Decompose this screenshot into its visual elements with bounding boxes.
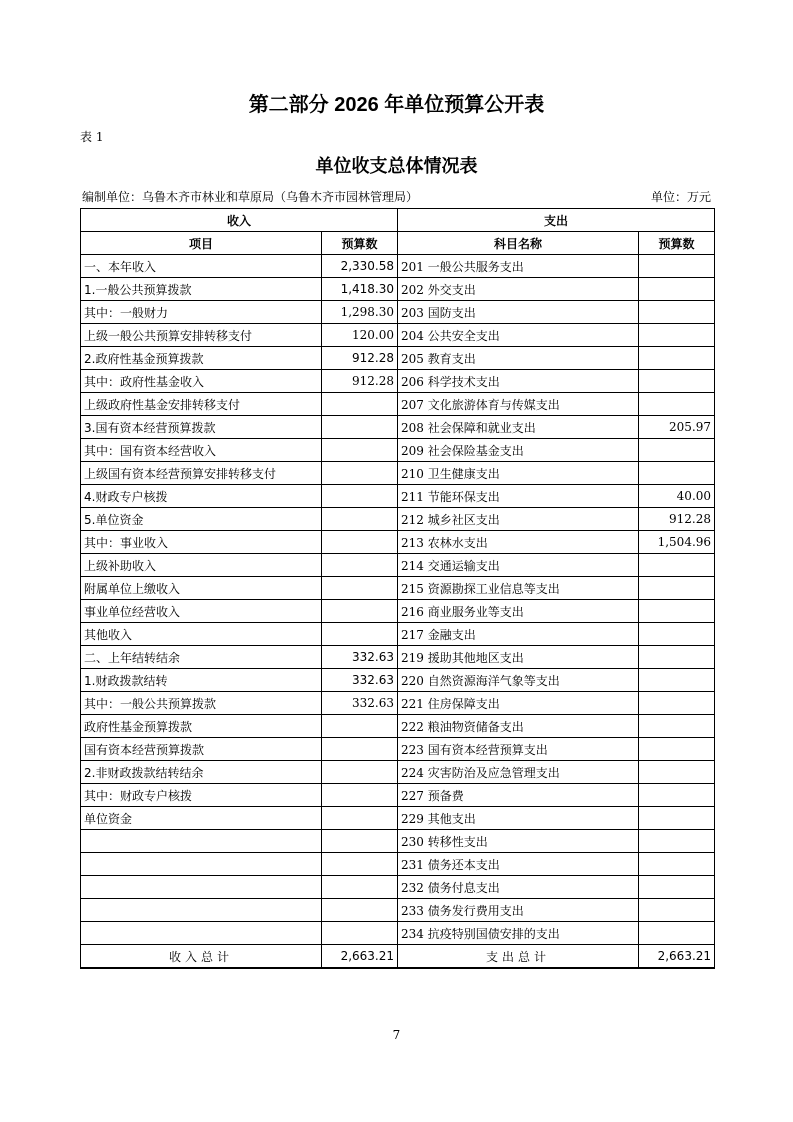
table-row — [81, 301, 715, 324]
expense-subject-label: 212 城乡社区支出 — [398, 508, 639, 531]
table-row — [81, 462, 715, 485]
item-header: 项目 — [81, 232, 322, 255]
expense-subject-label: 229 其他支出 — [398, 807, 639, 830]
income-item-value: 120.00 — [322, 324, 398, 347]
income-item-value: 1,298.30 — [322, 301, 398, 324]
income-item-label: 单位资金 — [81, 807, 322, 830]
income-item-label: 其中：国有资本经营收入 — [81, 439, 322, 462]
income-item-value — [322, 600, 398, 623]
table-row — [81, 255, 715, 278]
expense-subject-label: 201 一般公共服务支出 — [398, 255, 639, 278]
expense-subject-label: 204 公共安全支出 — [398, 324, 639, 347]
income-item-label: 一、本年收入 — [81, 255, 322, 278]
income-item-value — [322, 393, 398, 416]
expense-subject-label: 224 灾害防治及应急管理支出 — [398, 761, 639, 784]
table-row — [81, 324, 715, 347]
expense-subject-label: 217 金融支出 — [398, 623, 639, 646]
expense-subject-label: 232 债务付息支出 — [398, 876, 639, 899]
expense-subject-label: 206 科学技术支出 — [398, 370, 639, 393]
income-item-value — [322, 807, 398, 830]
income-item-value: 912.28 — [322, 370, 398, 393]
income-item-value — [322, 577, 398, 600]
income-item-label: 1.一般公共预算拨款 — [81, 278, 322, 301]
income-item-value: 332.63 — [322, 646, 398, 669]
table-body — [81, 255, 715, 945]
income-item-label: 其中：政府性基金收入 — [81, 370, 322, 393]
totals-row — [81, 945, 715, 969]
income-item-value — [322, 623, 398, 646]
currency-unit: 单位：万元 — [650, 190, 711, 204]
income-item-value — [322, 738, 398, 761]
table-row — [81, 876, 715, 899]
expense-subject-label: 227 预备费 — [398, 784, 639, 807]
expense-subject-value — [639, 370, 715, 393]
table-row — [81, 485, 715, 508]
income-item-value: 332.63 — [322, 692, 398, 715]
table-row — [81, 830, 715, 853]
income-item-value: 1,418.30 — [322, 278, 398, 301]
income-item-label: 其中：一般财力 — [81, 301, 322, 324]
expense-group-header: 支出 — [398, 209, 715, 232]
income-item-value — [322, 853, 398, 876]
income-total-label: 收入总计 — [81, 945, 322, 969]
income-item-value: 912.28 — [322, 347, 398, 370]
expense-subject-label: 202 外交支出 — [398, 278, 639, 301]
expense-subject-value — [639, 899, 715, 922]
budget-table — [80, 208, 715, 969]
expense-subject-value — [639, 554, 715, 577]
income-item-label — [81, 853, 322, 876]
table-row — [81, 531, 715, 554]
expense-subject-label: 214 交通运输支出 — [398, 554, 639, 577]
table-row — [81, 807, 715, 830]
expense-subject-value — [639, 669, 715, 692]
expense-subject-label: 222 粮油物资储备支出 — [398, 715, 639, 738]
expense-subject-label: 211 节能环保支出 — [398, 485, 639, 508]
income-item-label: 4.财政专户核拨 — [81, 485, 322, 508]
table-row — [81, 508, 715, 531]
table-row — [81, 554, 715, 577]
expense-subject-value — [639, 830, 715, 853]
table-row — [81, 600, 715, 623]
expense-subject-label: 210 卫生健康支出 — [398, 462, 639, 485]
expense-subject-value — [639, 876, 715, 899]
expense-subject-value — [639, 301, 715, 324]
table-row — [81, 853, 715, 876]
table-row — [81, 416, 715, 439]
expense-subject-value: 205.97 — [639, 416, 715, 439]
page-number: 7 — [392, 1028, 401, 1042]
income-item-label: 3.国有资本经营预算拨款 — [81, 416, 322, 439]
expense-subject-label: 230 转移性支出 — [398, 830, 639, 853]
page-title: 第二部分 2026 年单位预算公开表 — [248, 94, 545, 116]
income-item-value — [322, 784, 398, 807]
expense-subject-label: 231 债务还本支出 — [398, 853, 639, 876]
expense-subject-value: 1,504.96 — [639, 531, 715, 554]
table-row — [81, 738, 715, 761]
income-item-value — [322, 439, 398, 462]
table-row — [81, 393, 715, 416]
table-row — [81, 899, 715, 922]
expense-subject-value — [639, 853, 715, 876]
table-row — [81, 922, 715, 945]
expense-subject-label: 207 文化旅游体育与传媒支出 — [398, 393, 639, 416]
table-row — [81, 669, 715, 692]
table-row — [81, 784, 715, 807]
income-item-value — [322, 830, 398, 853]
expense-subject-label: 234 抗疫特别国债安排的支出 — [398, 922, 639, 945]
expense-subject-value — [639, 738, 715, 761]
expense-subject-value: 912.28 — [639, 508, 715, 531]
expense-subject-value — [639, 784, 715, 807]
expense-total-value: 2,663.21 — [639, 945, 715, 969]
expense-subject-value — [639, 715, 715, 738]
table-row — [81, 347, 715, 370]
expense-subject-value — [639, 393, 715, 416]
income-item-label: 国有资本经营预算拨款 — [81, 738, 322, 761]
income-item-label: 5.单位资金 — [81, 508, 322, 531]
income-item-value — [322, 485, 398, 508]
expense-subject-value — [639, 278, 715, 301]
expense-subject-value — [639, 692, 715, 715]
income-item-label — [81, 876, 322, 899]
expense-subject-label: 220 自然资源海洋气象等支出 — [398, 669, 639, 692]
table-row — [81, 692, 715, 715]
income-item-value — [322, 554, 398, 577]
expense-subject-value — [639, 922, 715, 945]
income-total-value: 2,663.21 — [322, 945, 398, 969]
table-row — [81, 646, 715, 669]
table-row — [81, 577, 715, 600]
income-item-label: 1.财政拨款结转 — [81, 669, 322, 692]
income-item-value — [322, 531, 398, 554]
income-item-label: 2.政府性基金预算拨款 — [81, 347, 322, 370]
expense-subject-value — [639, 577, 715, 600]
expense-subject-value — [639, 324, 715, 347]
income-item-value — [322, 761, 398, 784]
expense-subject-label: 215 资源勘探工业信息等支出 — [398, 577, 639, 600]
income-item-label: 其他收入 — [81, 623, 322, 646]
income-item-value — [322, 876, 398, 899]
table-row — [81, 715, 715, 738]
expense-subject-value — [639, 439, 715, 462]
income-item-value — [322, 899, 398, 922]
expense-budget-header: 预算数 — [639, 232, 715, 255]
income-group-header: 收入 — [81, 209, 398, 232]
expense-subject-label: 219 援助其他地区支出 — [398, 646, 639, 669]
income-budget-header: 预算数 — [322, 232, 398, 255]
income-item-label: 上级补助收入 — [81, 554, 322, 577]
table-number: 表 1 — [80, 130, 104, 144]
table-row — [81, 370, 715, 393]
expense-subject-value — [639, 462, 715, 485]
table-row — [81, 439, 715, 462]
expense-subject-value: 40.00 — [639, 485, 715, 508]
table-row — [81, 761, 715, 784]
income-item-label: 其中：财政专户核拨 — [81, 784, 322, 807]
income-item-label: 上级政府性基金安排转移支付 — [81, 393, 322, 416]
table-title: 单位收支总体情况表 — [315, 156, 478, 177]
income-item-label: 其中：一般公共预算拨款 — [81, 692, 322, 715]
expense-subject-value — [639, 807, 715, 830]
income-item-value — [322, 715, 398, 738]
expense-subject-label: 203 国防支出 — [398, 301, 639, 324]
income-item-value: 2,330.58 — [322, 255, 398, 278]
expense-subject-value — [639, 761, 715, 784]
income-item-label: 二、上年结转结余 — [81, 646, 322, 669]
expense-subject-value — [639, 623, 715, 646]
income-item-value — [322, 462, 398, 485]
expense-subject-label: 216 商业服务业等支出 — [398, 600, 639, 623]
expense-subject-label: 213 农林水支出 — [398, 531, 639, 554]
income-item-label — [81, 830, 322, 853]
expense-subject-label: 221 住房保障支出 — [398, 692, 639, 715]
income-item-label: 2.非财政拨款结转结余 — [81, 761, 322, 784]
income-item-label: 其中：事业收入 — [81, 531, 322, 554]
expense-subject-label: 233 债务发行费用支出 — [398, 899, 639, 922]
income-item-label: 上级一般公共预算安排转移支付 — [81, 324, 322, 347]
income-item-value — [322, 922, 398, 945]
income-item-label: 事业单位经营收入 — [81, 600, 322, 623]
expense-total-label: 支出总计 — [398, 945, 639, 969]
expense-subject-value — [639, 646, 715, 669]
income-item-label: 上级国有资本经营预算安排转移支付 — [81, 462, 322, 485]
expense-subject-value — [639, 347, 715, 370]
compiling-unit: 编制单位：乌鲁木齐市林业和草原局（乌鲁木齐市园林管理局） — [82, 190, 419, 204]
subject-header: 科目名称 — [398, 232, 639, 255]
table-row — [81, 278, 715, 301]
expense-subject-label: 209 社会保险基金支出 — [398, 439, 639, 462]
income-item-label: 附属单位上缴收入 — [81, 577, 322, 600]
table-row — [81, 623, 715, 646]
income-item-value — [322, 416, 398, 439]
expense-subject-value — [639, 600, 715, 623]
expense-subject-label: 208 社会保障和就业支出 — [398, 416, 639, 439]
expense-subject-label: 205 教育支出 — [398, 347, 639, 370]
income-item-value — [322, 508, 398, 531]
income-item-label — [81, 922, 322, 945]
income-item-value: 332.63 — [322, 669, 398, 692]
expense-subject-label: 223 国有资本经营预算支出 — [398, 738, 639, 761]
expense-subject-value — [639, 255, 715, 278]
income-item-label — [81, 899, 322, 922]
income-item-label: 政府性基金预算拨款 — [81, 715, 322, 738]
